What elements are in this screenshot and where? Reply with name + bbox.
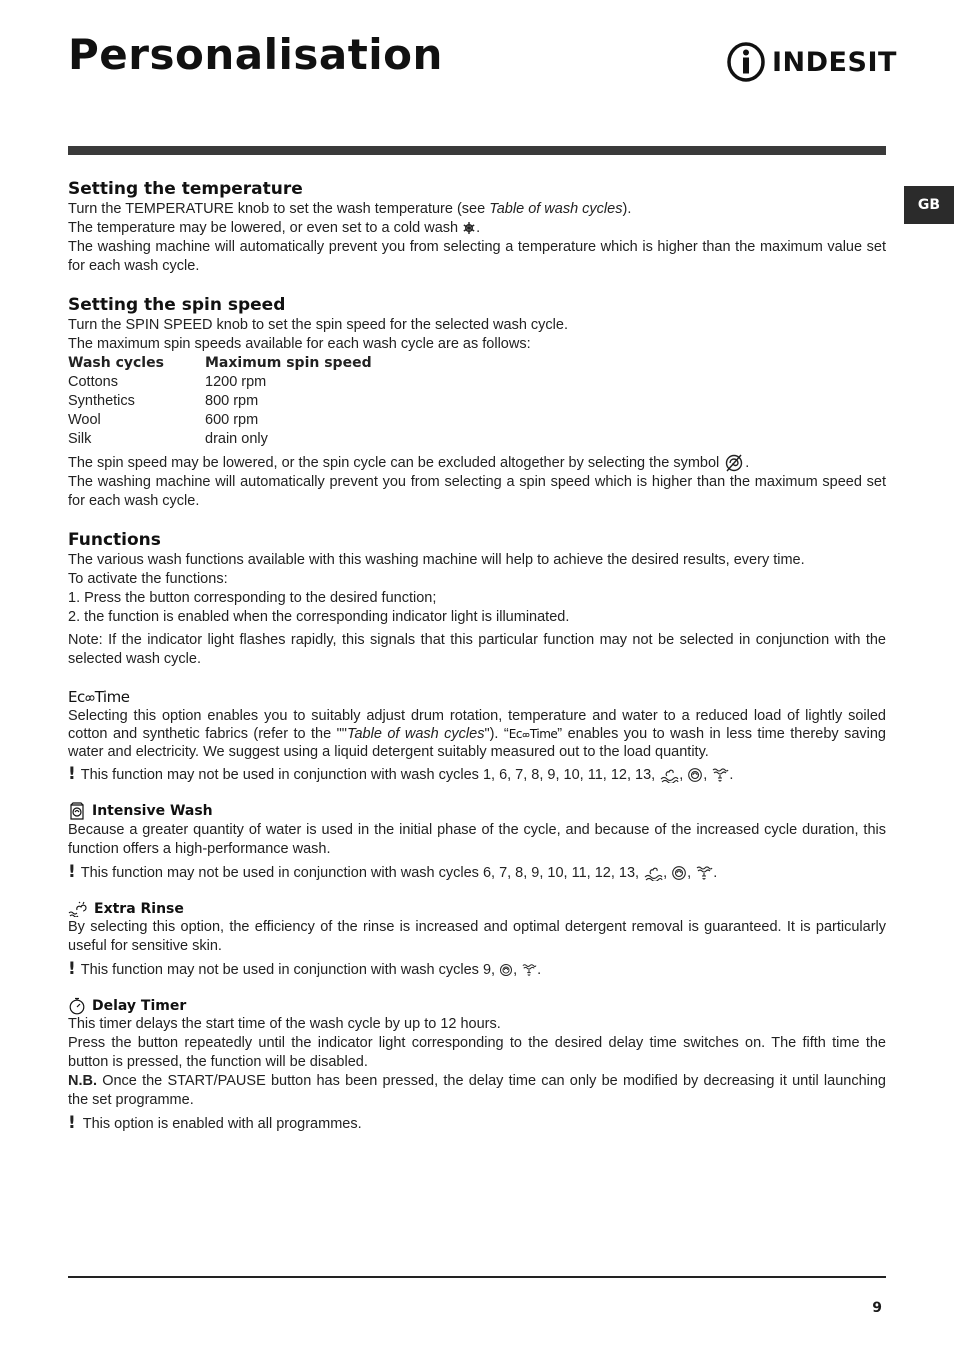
intensive-warning	[68, 863, 886, 883]
section-extra-rinse	[68, 900, 886, 980]
text: The temperature may be lowered, or even set to a cold wash	[68, 220, 463, 236]
table-row	[68, 411, 886, 430]
text: .	[476, 220, 481, 236]
ecotime-logo-text: Ec	[68, 688, 85, 706]
warning-icon: !	[68, 764, 76, 784]
table-cell: Synthetics	[68, 393, 135, 409]
extra-rinse-icon	[68, 901, 88, 917]
spin-heading: Setting the spin speed	[68, 295, 286, 315]
section-intensive-wash	[68, 801, 886, 883]
page-number: 9	[872, 1300, 882, 1316]
delay-nb	[68, 1072, 886, 1110]
functions-step-2: 2. the function is enabled when the corresponding indicator light is illuminated.	[68, 609, 570, 625]
delay-heading	[68, 997, 886, 1015]
snowflake-icon	[462, 221, 476, 235]
silk-icon	[671, 865, 687, 881]
ecotime-logo-text: Ec	[508, 727, 522, 741]
section-functions	[68, 529, 886, 669]
text: .	[713, 865, 718, 881]
heading-text: Extra Rinse	[94, 901, 184, 917]
delicates-icon	[521, 963, 537, 977]
text: ” enables you to wash in less time thereby saving water and electricity. We suggest using a liquid detergent suitably measured out to the load quantity.	[68, 726, 886, 760]
ecotime-logo-text: Time	[94, 688, 130, 706]
temperature-p3: The washing machine will automatically prevent you from selecting a temperature which is higher than the maximum value set for each wash cycle.	[68, 239, 886, 274]
heading-text: Intensive Wash	[92, 803, 213, 819]
text: ,	[703, 767, 712, 783]
warning-icon: !	[68, 862, 76, 882]
table-reference: Table of wash cycles	[346, 726, 485, 742]
text: .	[745, 454, 750, 471]
section-ecotime	[68, 688, 886, 785]
text: ,	[679, 767, 688, 783]
warning-text: This option is enabled with all programmes.	[82, 1116, 362, 1132]
section-spin-speed	[68, 294, 886, 511]
table-row	[68, 392, 886, 411]
page-title: Personalisation	[68, 30, 443, 79]
table-row	[68, 430, 886, 449]
text: This function may not be used in conjunction with wash cycles 9,	[80, 962, 500, 978]
text: Turn the TEMPERATURE knob to set the wash temperature (see	[68, 201, 490, 217]
rinse-warning	[68, 960, 886, 980]
intensive-wash-icon	[68, 801, 86, 821]
ecotime-description	[68, 707, 886, 761]
warning-text	[81, 864, 717, 883]
delay-note	[68, 1114, 886, 1134]
language-tab: GB	[904, 186, 954, 224]
wool-icon	[659, 767, 679, 783]
table-cell: drain only	[205, 431, 268, 447]
ecotime-warning	[68, 765, 886, 785]
table-header-row	[68, 354, 886, 373]
rinse-description: By selecting this option, the efficiency of the rinse is increased and optimal detergent removal is guaranteed. It is particularly useful for sensitive skin.	[68, 919, 886, 954]
table-header: Maximum spin speed	[205, 355, 372, 371]
temperature-heading: Setting the temperature	[68, 179, 303, 199]
page-content	[68, 178, 886, 1134]
spin-p3	[68, 453, 886, 473]
table-row	[68, 373, 886, 392]
table-cell: Silk	[68, 431, 92, 447]
no-spin-icon	[723, 453, 745, 473]
intensive-description: Because a greater quantity of water is used in the initial phase of the cycle, and because of the increased cycle duration, this function offers a high-performance wash.	[68, 822, 886, 857]
warning-text	[81, 766, 734, 785]
text: ,	[513, 962, 522, 978]
ecotime-logo	[68, 688, 886, 707]
text: Once the START/PAUSE button has been pressed, the delay time can only be modified by decreasing it until launching the set programme.	[68, 1073, 886, 1108]
delay-p2: Press the button repeatedly until the indicator light corresponding to the desired delay time switches on. The fifth time the button is pressed, the function will be disabled.	[68, 1035, 886, 1070]
ecotime-loop-icon	[522, 732, 530, 738]
table-cell: Wool	[68, 412, 101, 428]
spin-p2: The maximum spin speeds available for each wash cycle are as follows:	[68, 336, 531, 352]
section-temperature	[68, 178, 886, 276]
delicates-icon	[711, 767, 729, 783]
functions-heading: Functions	[68, 530, 161, 550]
text: "). “	[484, 726, 509, 742]
table-header: Wash cycles	[68, 355, 164, 371]
heading-text: Delay Timer	[92, 998, 187, 1014]
functions-step-1: 1. Press the button corresponding to the desired function;	[68, 590, 437, 606]
text: .	[729, 767, 734, 783]
text: ,	[687, 865, 696, 881]
temperature-p2	[68, 219, 886, 238]
spin-p1: Turn the SPIN SPEED knob to set the spin speed for the selected wash cycle.	[68, 317, 568, 333]
table-cell: 600 rpm	[205, 412, 259, 428]
silk-icon	[687, 767, 703, 783]
functions-note: Note: If the indicator light flashes rapidly, this signals that this particular function may not be selected in conjunction with the selected wash cycle.	[68, 632, 886, 667]
rinse-heading	[68, 900, 886, 918]
text: ,	[663, 865, 672, 881]
brand-name: INDESIT	[772, 46, 897, 78]
warning-text	[81, 961, 541, 980]
functions-p2: To activate the functions:	[68, 571, 228, 587]
indesit-i-icon	[726, 41, 766, 83]
delay-p1: This timer delays the start time of the wash cycle by up to 12 hours.	[68, 1016, 501, 1032]
text: Selecting this option enables you to suitably adjust drum rotation, temperature and water to a reduced load of lightly soiled cotton and synthetic fabrics (refer to the ""	[68, 708, 886, 742]
nb-label: N.B.	[68, 1073, 97, 1089]
warning-icon: !	[68, 959, 76, 979]
brand-logo	[726, 40, 897, 84]
spin-p4: The washing machine will automatically prevent you from selecting a spin speed which is higher than the maximum speed set for each wash cycle.	[68, 474, 886, 509]
table-cell: Cottons	[68, 374, 118, 390]
timer-icon	[68, 997, 86, 1015]
text: .	[537, 962, 542, 978]
text: This function may not be used in conjunction with wash cycles 1, 6, 7, 8, 9, 10, 11, 12, 13,	[80, 767, 660, 783]
intensive-heading	[68, 801, 886, 821]
section-delay-timer	[68, 997, 886, 1134]
ecotime-inline-logo	[509, 727, 558, 741]
table-cell: 1200 rpm	[205, 374, 267, 390]
temperature-p1	[68, 200, 886, 219]
table-reference: Table of wash cycles	[489, 201, 623, 217]
ecotime-loop-icon	[85, 694, 95, 702]
silk-icon	[499, 963, 513, 977]
spin-speed-table	[68, 354, 886, 449]
table-cell: 800 rpm	[205, 393, 259, 409]
wool-icon	[643, 865, 663, 881]
ecotime-logo-text: Time	[529, 727, 558, 741]
functions-p1: The various wash functions available with this washing machine will help to achieve the desired results, every time.	[68, 552, 805, 568]
bottom-divider	[68, 1276, 886, 1278]
text: This function may not be used in conjunction with wash cycles 6, 7, 8, 9, 10, 11, 12, 13,	[80, 865, 644, 881]
delicates-icon	[695, 865, 713, 881]
text: The spin speed may be lowered, or the spin cycle can be excluded altogether by selecting the symbol	[68, 454, 724, 471]
top-divider	[68, 146, 886, 155]
warning-icon: !	[68, 1113, 76, 1133]
text: ).	[622, 201, 632, 217]
